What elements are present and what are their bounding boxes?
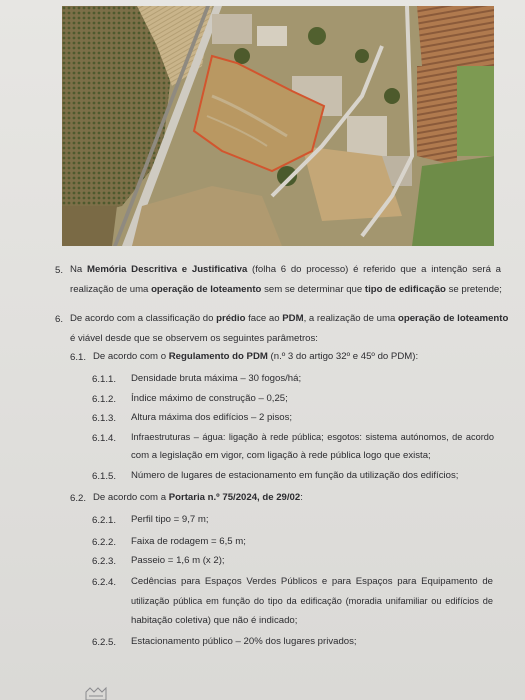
item-6-2-4-text-cont2: habitação coletiva) que não é indicado; [131,615,298,626]
item-6-1-1-number: 6.1.1. [92,374,117,385]
item-6-number: 6. [55,314,64,325]
item-6-2-4-text: Cedências para Espaços Verdes Públicos e para Espaços para Equipamento de [131,576,493,587]
item-6-2-1-text: Perfil tipo = 9,7 m; [131,514,209,525]
text-fragment: , a realização de uma [303,313,398,324]
item-6-1-4-text-cont: com a legislação em vigor, com ligação à rede pública logo que exista; [131,450,431,461]
text-fragment: realização de uma [70,284,152,295]
sub-6-1-number: 6.1. [70,352,87,363]
emphasis-predio: prédio [216,313,246,324]
text-fragment: (n.º 3 do artigo 32º e 45º do PDM): [267,351,419,362]
item-5-line-1 [70,260,501,279]
sub-6-1-heading [93,347,418,366]
item-6-1-5-number: 6.1.5. [92,471,117,482]
emphasis-regulamento-pdm: Regulamento do PDM [168,351,268,362]
text-fragment: : [300,492,303,503]
item-6-1-5-text: Número de lugares de estacionamento em função da utilização dos edifícios; [131,470,459,481]
text-fragment: face ao [245,313,283,324]
text-fragment: Na [70,264,87,275]
item-5-number: 5. [55,265,64,276]
item-6-line-1 [70,309,509,328]
item-6-2-3-number: 6.2.3. [92,556,117,567]
aerial-photo [62,6,494,246]
text-fragment: se pretende; [445,284,502,295]
sub-6-2-heading [93,488,303,507]
emphasis-operacao-loteamento: operação de loteamento [397,313,509,324]
emphasis-operacao-loteamento: operação de loteamento [151,284,262,295]
municipal-seal-icon [84,686,108,700]
item-6-2-5-number: 6.2.5. [92,637,117,648]
item-6-1-2-number: 6.1.2. [92,394,117,405]
item-6-1-4-text: Infraestruturas – água: ligação à rede pública; esgotos: sistema autónomos, de acordo [131,432,494,442]
emphasis-memoria-descritiva: Memória Descritiva e Justificativa [87,264,248,275]
emphasis-tipo-edificacao: tipo de edificação [364,284,446,295]
text-fragment: De acordo com o [93,351,169,362]
item-6-1-3-number: 6.1.3. [92,413,117,424]
item-6-line-2: é viável desde que se observem os seguintes parâmetros: [70,333,318,344]
item-6-2-3-text: Passeio = 1,6 m (x 2); [131,555,225,566]
item-6-2-4-number: 6.2.4. [92,577,117,588]
item-6-1-4-number: 6.1.4. [92,433,117,444]
emphasis-pdm: PDM [282,313,304,324]
text-fragment: sem se determinar que [261,284,365,295]
aerial-map-graphic [62,6,494,246]
text-fragment: (folha 6 do processo) é referido que a intenção será a [247,264,501,275]
sub-6-2-number: 6.2. [70,493,87,504]
item-6-1-2-text: Índice máximo de construção – 0,25; [131,393,288,404]
item-6-2-2-number: 6.2.2. [92,537,117,548]
emphasis-portaria: Portaria n.º 75/2024, de 29/02 [168,492,301,503]
text-fragment: De acordo com a [93,492,169,503]
item-6-1-1-text: Densidade bruta máxima – 30 fogos/há; [131,373,302,384]
item-5-line-2 [70,280,502,299]
item-6-2-5-text: Estacionamento público – 20% dos lugares privados; [131,636,357,647]
text-fragment: De acordo com a classificação do [70,313,217,324]
item-6-2-4-text-cont: utilização pública em função do tipo da edificação (moradia unifamiliar ou edifícios de [131,596,493,606]
item-6-2-2-text: Faixa de rodagem = 6,5 m; [131,536,246,547]
item-6-2-1-number: 6.2.1. [92,515,117,526]
item-6-1-3-text: Altura máxima dos edifícios – 2 pisos; [131,412,293,423]
